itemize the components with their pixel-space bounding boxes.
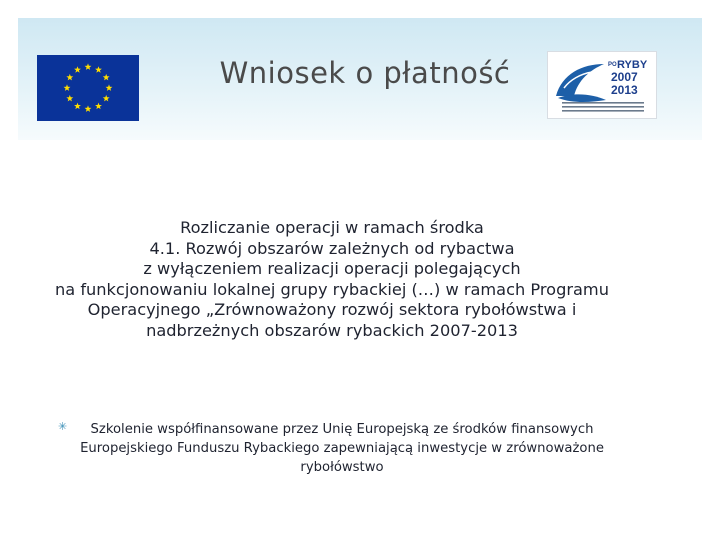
eu-star-icon (95, 103, 102, 110)
eu-star-icon (74, 66, 81, 73)
eu-flag-icon (37, 55, 139, 121)
body-line: 4.1. Rozwój obszarów zależnych od rybactwa (149, 238, 515, 258)
bullet-icon: ✳ (58, 420, 68, 433)
eu-star-icon (66, 95, 73, 102)
logo-year2-text: 2013 (611, 83, 638, 97)
bullet-text (42, 420, 642, 477)
bullet-line: Europejskiego Funduszu Rybackiego zapewniającą inwestycje w zrównoważone (80, 441, 604, 456)
body-line: Operacyjnego „Zrównoważony rozwój sektora rybołówstwa i (87, 300, 577, 320)
slide-title: Wniosek o płatność (219, 56, 511, 90)
body-line: Rozliczanie operacji w ramach środka (180, 218, 484, 237)
eu-star-icon (95, 66, 102, 73)
logo-ryby-text: RYBY (617, 59, 648, 71)
bullet-line: rybołówstwo (300, 460, 384, 475)
body-line: na funkcjonowaniu lokalnej grupy rybackiej (…) w ramach Programu (55, 279, 609, 299)
logo-year1-text: 2007 (611, 70, 638, 84)
po-ryby-logo (547, 51, 657, 119)
body-line: z wyłączeniem realizacji operacji polegających (143, 259, 521, 279)
eu-star-icon (85, 63, 92, 70)
eu-star-icon (64, 84, 71, 91)
eu-star-icon (85, 105, 92, 112)
eu-star-icon (103, 74, 110, 81)
body-line: nadbrzeżnych obszarów rybackich 2007-2013 (146, 320, 518, 340)
eu-star-icon (106, 84, 113, 91)
eu-star-icon (66, 74, 73, 81)
logo-prefix-text: PO (608, 62, 617, 68)
main-body-text (20, 218, 644, 342)
bullet-line: Szkolenie współfinansowane przez Unię Europejską ze środków finansowych (90, 422, 594, 437)
eu-star-icon (103, 95, 110, 102)
eu-star-icon (74, 103, 81, 110)
